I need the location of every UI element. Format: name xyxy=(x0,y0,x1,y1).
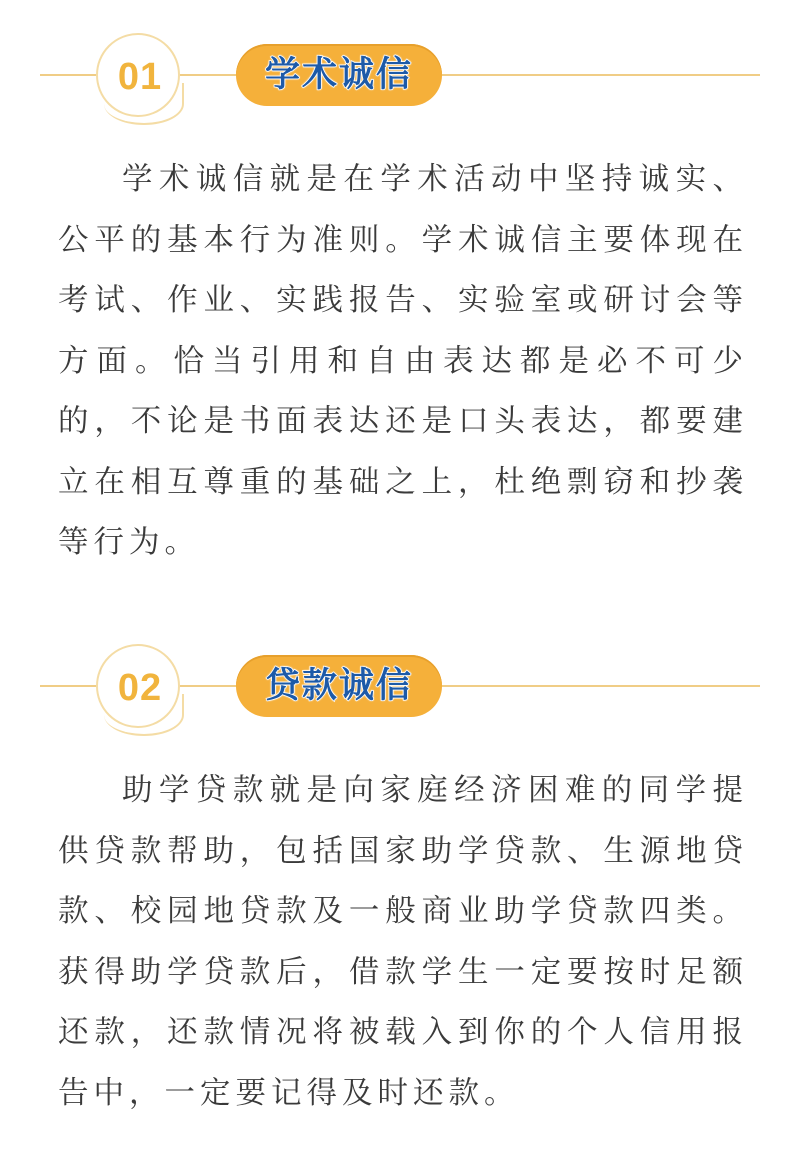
section-number-badge xyxy=(96,33,180,117)
section-number: 01 xyxy=(117,56,163,98)
section-body: 学术诚信就是在学术活动中坚持诚实、公平的基本行为准则。学术诚信主要体现在考试、作业、实践报告、实验室或研讨会等方面。恰当引用和自由表达都是必不可少的，不论是书面表达还是口头表达，都要建立在相互尊重的基础之上，杜绝剽窃和抄袭等行为。 xyxy=(58,162,748,560)
section-title-pill xyxy=(236,655,442,717)
section-body: 助学贷款就是向家庭经济困难的同学提供贷款帮助，包括国家助学贷款、生源地贷款、校园地贷款及一般商业助学贷款四类。获得助学贷款后，借款学生一定要按时足额还款，还款情况将被载入到你的个人信用报告中，一定要记得及时还款。 xyxy=(58,773,748,1111)
header-divider-left xyxy=(40,74,98,76)
section-title: 学术诚信 xyxy=(264,55,413,95)
section-title: 贷款诚信 xyxy=(264,666,413,706)
header-divider-right xyxy=(440,685,760,687)
section-number: 02 xyxy=(117,667,163,709)
header-divider-right xyxy=(440,74,760,76)
section-title-pill xyxy=(236,44,442,106)
section-number-badge xyxy=(96,644,180,728)
header-divider-mid xyxy=(180,685,240,687)
header-divider-mid xyxy=(180,74,240,76)
header-divider-left xyxy=(40,685,98,687)
